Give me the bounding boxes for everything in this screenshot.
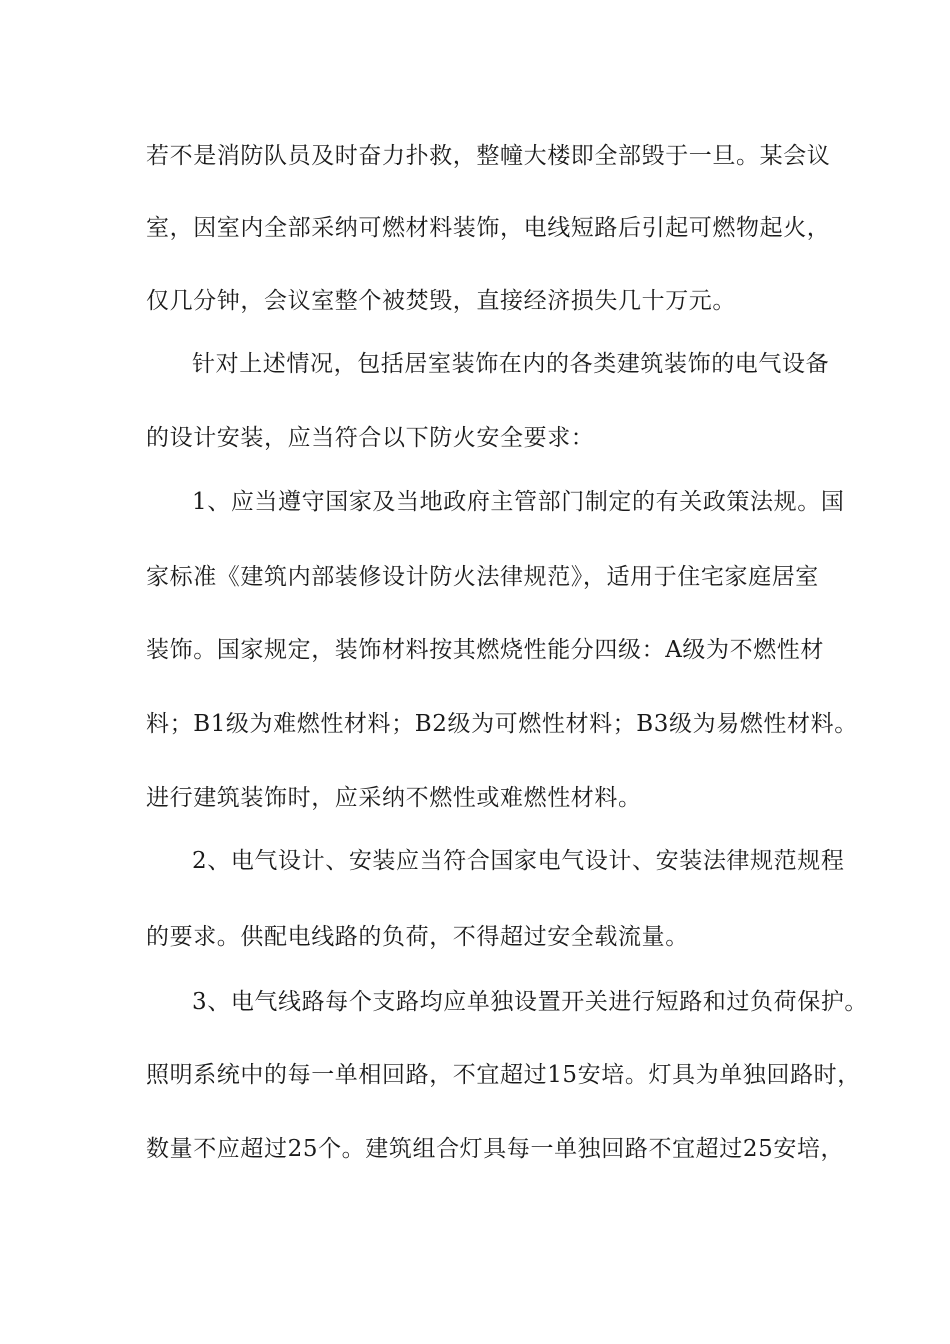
text-line-9: 料；B1级为难燃性材料；B2级为可燃性材料；B3级为易燃性材料。 xyxy=(146,711,858,737)
text-line-6: 1、应当遵守国家及当地政府主管部门制定的有关政策法规。国 xyxy=(192,489,845,515)
text-line-4: 针对上述情况，包括居室装饰在内的各类建筑装饰的电气设备 xyxy=(192,351,830,377)
text-line-12: 的要求。供配电线路的负荷，不得超过安全载流量。 xyxy=(146,924,689,950)
text-line-1: 若不是消防队员及时奋力扑救，整幢大楼即全部毁于一旦。某会议 xyxy=(146,143,831,169)
text-line-3: 仅几分钟，会议室整个被焚毁，直接经济损失几十万元。 xyxy=(146,288,736,314)
text-line-10: 进行建筑装饰时，应采纳不燃性或难燃性材料。 xyxy=(146,785,642,811)
text-line-2: 室，因室内全部采纳可燃材料装饰，电线短路后引起可燃物起火， xyxy=(146,215,831,241)
text-line-13: 3、电气线路每个支路均应单独设置开关进行短路和过负荷保护。 xyxy=(192,989,869,1015)
text-line-5: 的设计安装，应当符合以下防火安全要求： xyxy=(146,425,595,451)
text-line-14: 照明系统中的每一单相回路，不宜超过15安培。灯具为单独回路时， xyxy=(146,1062,861,1088)
text-line-8: 装饰。国家规定，装饰材料按其燃烧性能分四级：A级为不燃性材 xyxy=(146,637,825,663)
text-line-11: 2、电气设计、安装应当符合国家电气设计、安装法律规范规程 xyxy=(192,848,845,874)
text-line-7: 家标准《建筑内部装修设计防火法律规范》，适用于住宅家庭居室 xyxy=(146,564,819,590)
text-line-15: 数量不应超过25个。建筑组合灯具每一单独回路不宜超过25安培， xyxy=(146,1136,845,1162)
